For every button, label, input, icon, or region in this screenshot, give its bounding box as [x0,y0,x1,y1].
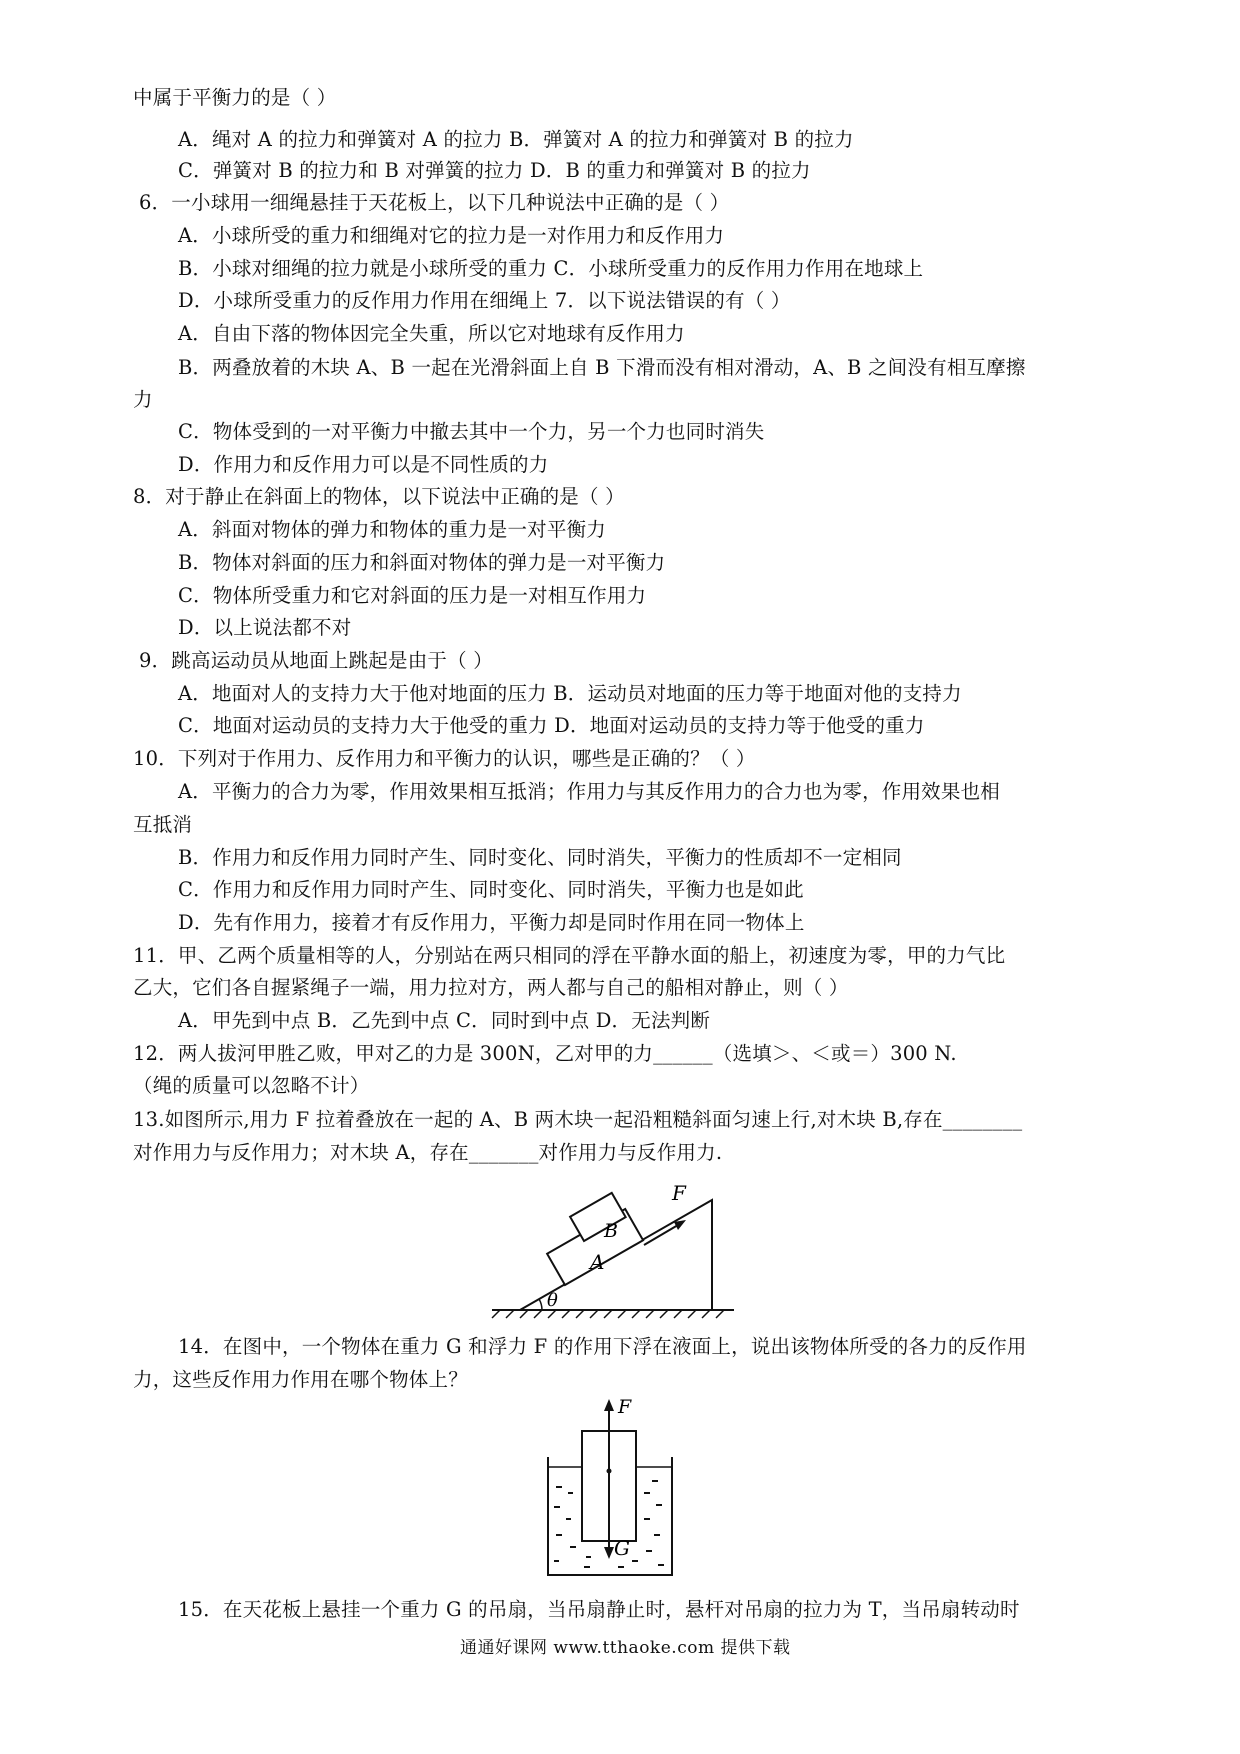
option-line: A．斜面对物体的弹力和物体的重力是一对平衡力 [178,518,606,541]
force-f-arrowhead [604,1399,614,1411]
option-line: B．物体对斜面的压力和斜面对物体的弹力是一对平衡力 [178,551,666,574]
option-line: A．地面对人的支持力大于他对地面的压力 B．运动员对地面的压力等于地面对他的支持力 [178,682,962,705]
incline-figure [490,1170,740,1320]
block-a-label: A [590,1250,605,1274]
option-line: A．甲先到中点 B．乙先到中点 C．同时到中点 D．无法判断 [178,1009,711,1032]
text-line: 中属于平衡力的是（ ） [133,86,337,109]
question-line: 13.如图所示,用力 F 拉着叠放在一起的 A、B 两木块一起沿粗糙斜面匀速上行,对木块 B,存在________ [133,1108,1023,1131]
option-line: C．弹簧对 B 的拉力和 B 对弹簧的拉力 D．B 的重力和弹簧对 B 的拉力 [178,159,811,182]
option-line: B．小球对细绳的拉力就是小球所受的重力 C．小球所受重力的反作用力作用在地球上 [178,257,924,280]
text-line: 力 [133,388,153,411]
floating-block-figure [540,1395,680,1585]
gravity-g-label: G [614,1536,630,1560]
theta-label: θ [547,1290,558,1311]
option-line: B．作用力和反作用力同时产生、同时变化、同时消失，平衡力的性质却不一定相同 [178,846,902,869]
option-line: A．绳对 A 的拉力和弹簧对 A 的拉力 B．弹簧对 A 的拉力和弹簧对 B 的拉力 [178,128,854,151]
block-b-label: B [604,1220,618,1242]
option-line: D．以上说法都不对 [178,616,352,639]
option-line: A．小球所受的重力和细绳对它的拉力是一对作用力和反作用力 [178,224,725,247]
option-line: B．两叠放着的木块 A、B 一起在光滑斜面上自 B 下滑而没有相对滑动，A、B 之间没有相互摩擦 [178,356,1026,379]
option-line: C．物体所受重力和它对斜面的压力是一对相互作用力 [178,584,647,607]
question-line: 15．在天花板上悬挂一个重力 G 的吊扇，当吊扇静止时，悬杆对吊扇的拉力为 T，当吊扇转动时 [178,1598,1020,1621]
force-f-label: F [618,1396,632,1418]
text-line: 力，这些反作用力作用在哪个物体上？ [133,1368,468,1391]
question-line: 12．两人拔河甲胜乙败，甲对乙的力是 300N，乙对甲的力______（选填＞、＜或＝）300 N. [133,1042,957,1065]
question-line: 6．一小球用一细绳悬挂于天花板上，以下几种说法中正确的是（ ） [139,191,730,214]
option-line: C．地面对运动员的支持力大于他受的重力 D．地面对运动员的支持力等于他受的重力 [178,714,925,737]
question-line: 8．对于静止在斜面上的物体，以下说法中正确的是（ ） [133,485,625,508]
option-line: D．作用力和反作用力可以是不同性质的力 [178,453,549,476]
option-line: A．平衡力的合力为零，作用效果相互抵消；作用力与其反作用力的合力也为零，作用效果也相 [178,780,1000,803]
question-line: 10．下列对于作用力、反作用力和平衡力的认识，哪些是正确的？（ ） [133,747,756,770]
question-line: 9．跳高运动员从地面上跳起是由于（ ） [139,649,493,672]
text-line: 乙大，它们各自握紧绳子一端，用力拉对方，两人都与自己的船相对静止，则（ ） [133,976,849,999]
text-line: 对作用力与反作用力；对木块 A，存在_______对作用力与反作用力. [133,1141,723,1164]
gravity-g-arrowhead [604,1547,614,1559]
option-line: D．先有作用力，接着才有反作用力，平衡力却是同时作用在同一物体上 [178,911,805,934]
option-line: D．小球所受重力的反作用力作用在细绳上 7．以下说法错误的有（ ） [178,289,791,312]
option-line: A．自由下落的物体因完全失重，所以它对地球有反作用力 [178,322,685,345]
angle-arc [539,1299,542,1310]
page-footer: 通通好课网 www.tthaoke.com 提供下载 [460,1638,791,1658]
option-line: C．物体受到的一对平衡力中撤去其中一个力，另一个力也同时消失 [178,420,765,443]
question-line: 14．在图中，一个物体在重力 G 和浮力 F 的作用下浮在液面上，说出该物体所受的各力的反作用 [178,1335,1027,1358]
option-line: C．作用力和反作用力同时产生、同时变化、同时消失，平衡力也是如此 [178,878,804,901]
text-line: （绳的质量可以忽略不计） [133,1074,370,1097]
text-line: 互抵消 [133,813,193,836]
question-line: 11．甲、乙两个质量相等的人，分别站在两只相同的浮在平静水面的船上，初速度为零，甲的力气比 [133,944,1006,967]
ground-hatch [492,1310,724,1318]
force-f-label: F [672,1181,686,1205]
